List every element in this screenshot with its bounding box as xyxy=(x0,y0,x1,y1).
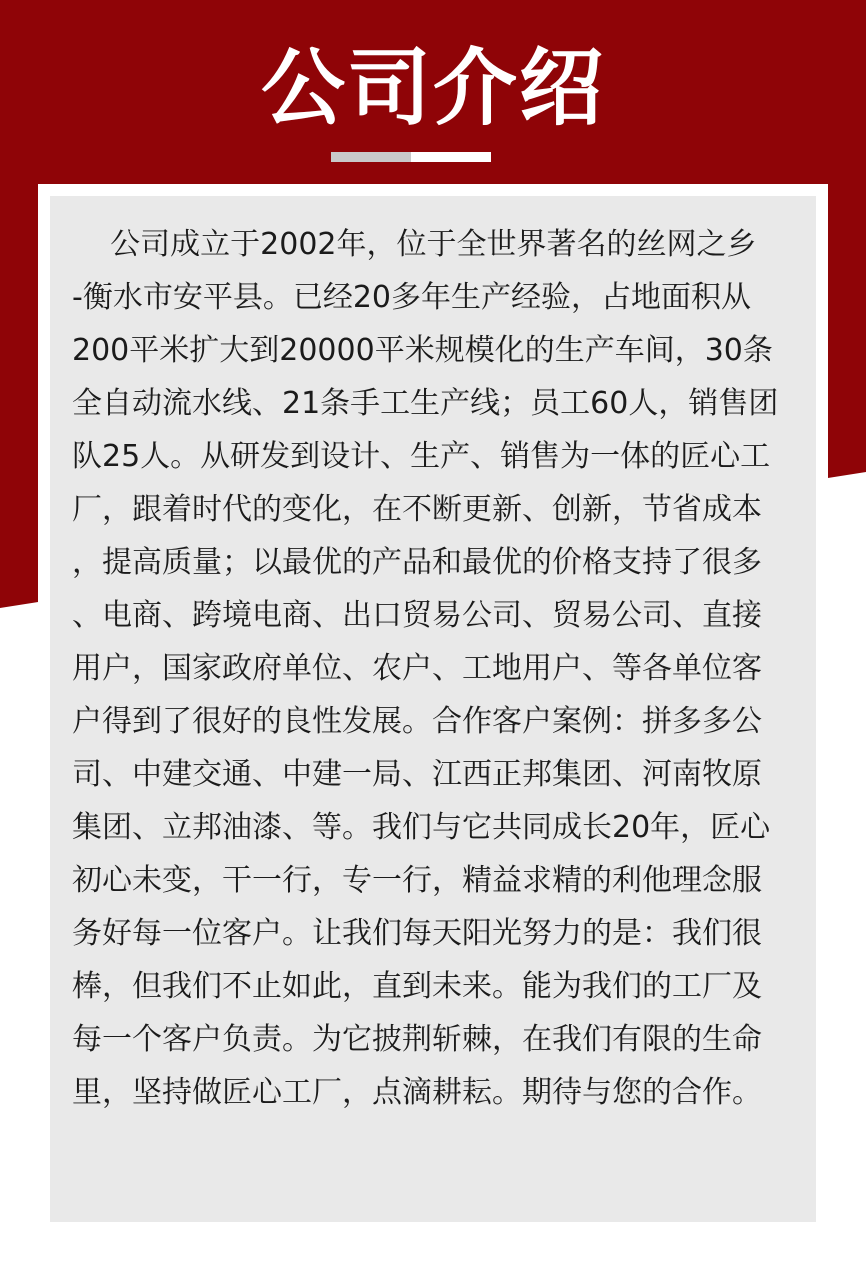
title-underline-grey-segment xyxy=(331,152,411,162)
company-description: 公司成立于2002年，位于全世界著名的丝网之乡 -衡水市安平县。已经20多年生产经验，占地面积从 200平米扩大到20000平米规模化的生产车间，30条 全自动流水线、21条手工生产线；员工60人，销售团 队25人。从研发到设计、生产、销售为一体的匠心工 厂，跟着时代的变化，在不断更新、创新，节省成本 ，提高质量；以最优的产品和最优的价格支持了很多 、电商、跨境电商、出口贸易公司、贸易公司、直接 用户，国家政府单位、农户、工地用户、等各单位客 户得到了很好的良性发展。合作客户案例：拼多多公 司、中建交通、中建一局、江西正邦集团、河南牧原 集团、立邦油漆、等。我们与它共同成长20年，匠心 初心未变，干一行，专一行，精益求精的利他理念服 务好每一位客户。让我们每天阳光努力的是：我们很 棒，但我们不止如此，直到未来。能为我们的工厂及 每一个客户负责。为它披荆斩棘，在我们有限的生命 里，坚持做匠心工厂，点滴耕耘。期待与您的合作。 xyxy=(72,227,779,1110)
title-underline-white-segment xyxy=(411,152,491,162)
title-underline xyxy=(331,152,491,162)
page-title: 公司介绍 xyxy=(260,39,605,137)
